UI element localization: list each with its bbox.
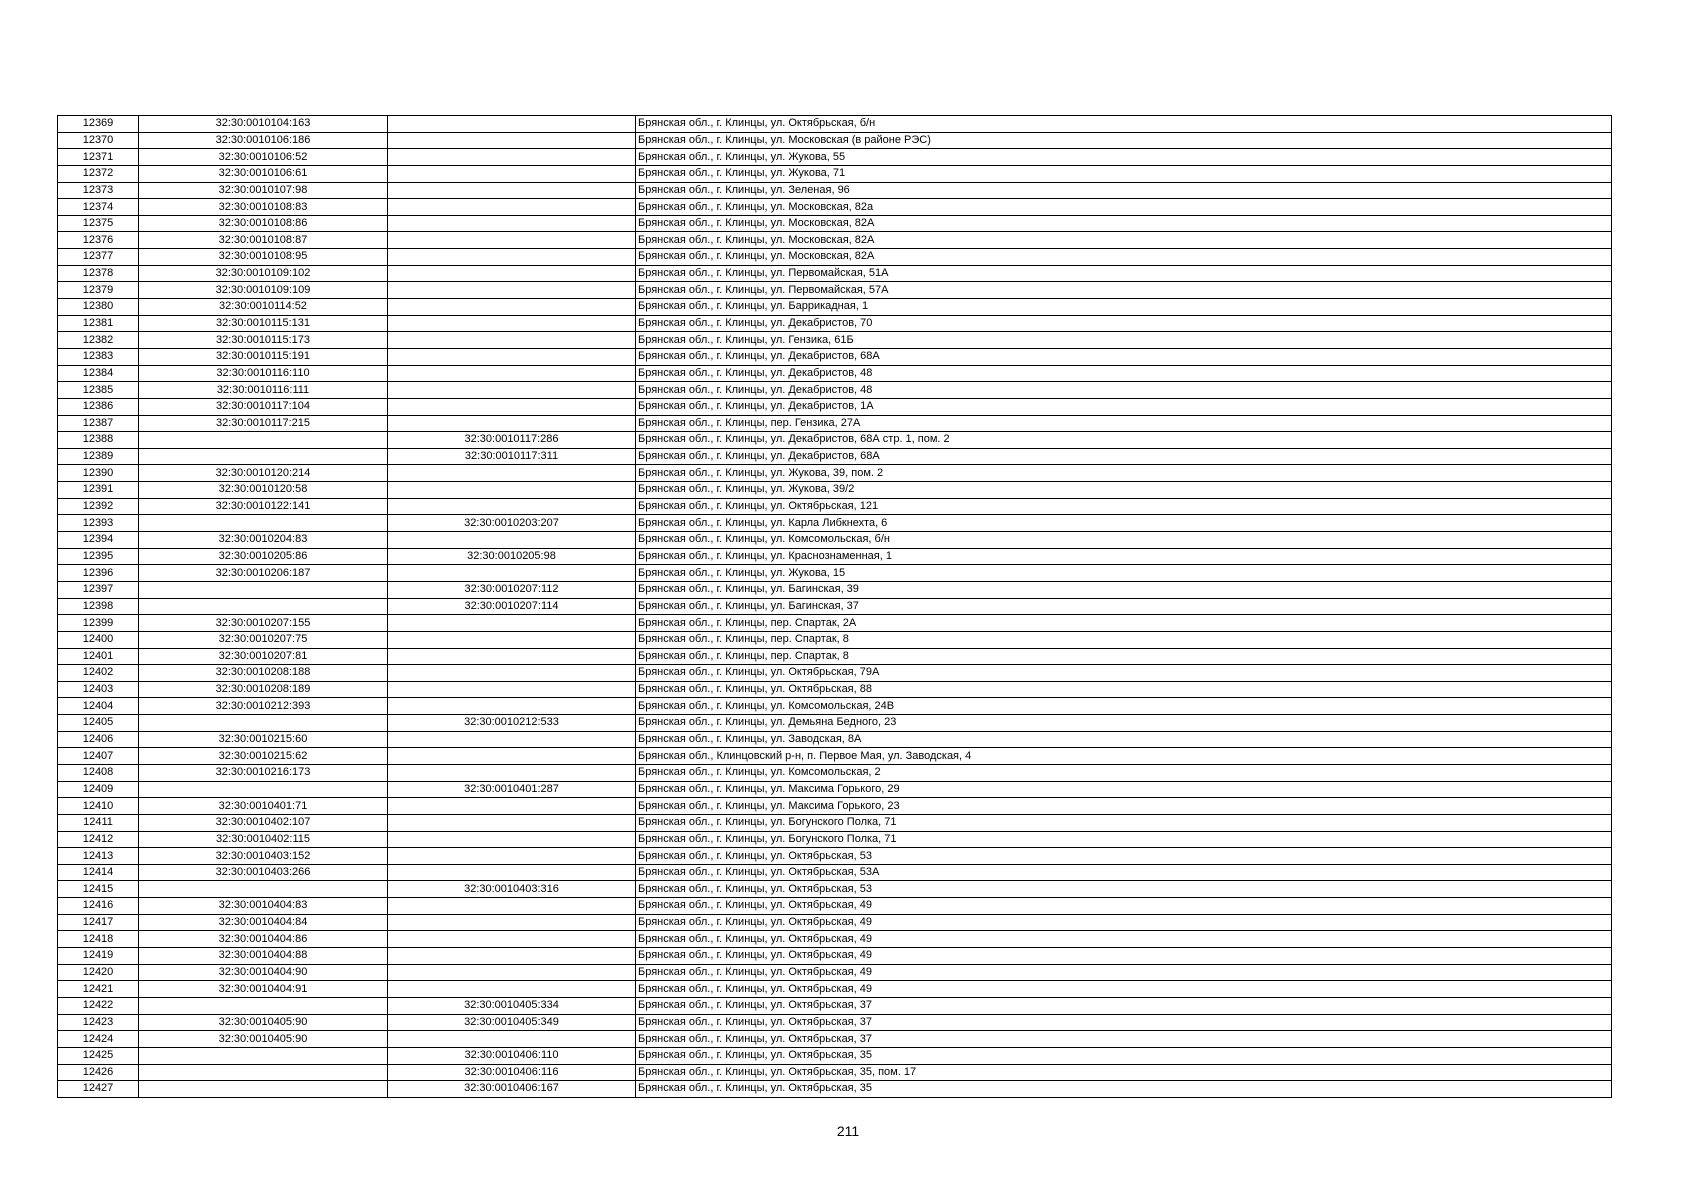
cadastral-number-cell bbox=[139, 881, 388, 898]
address-cell: Брянская обл., г. Клинцы, ул. Комсомольская, б/н bbox=[636, 532, 1612, 549]
cadastral-number-cell: 32:30:0010106:61 bbox=[139, 165, 388, 182]
cadastral-number-cell bbox=[139, 715, 388, 732]
table-row bbox=[58, 498, 1612, 515]
row-number-cell: 12388 bbox=[58, 432, 139, 449]
table-row bbox=[58, 665, 1612, 682]
row-number-cell: 12374 bbox=[58, 199, 139, 216]
cadastral-number-cell: 32:30:0010116:111 bbox=[139, 382, 388, 399]
registry-table-body bbox=[58, 116, 1612, 1098]
cadastral-number-cell: 32:30:0010120:214 bbox=[139, 465, 388, 482]
cadastral-number-cell: 32:30:0010208:188 bbox=[139, 665, 388, 682]
secondary-cadastral-number-cell bbox=[388, 698, 636, 715]
address-cell: Брянская обл., г. Клинцы, пер. Спартак, 2А bbox=[636, 615, 1612, 632]
cadastral-number-cell bbox=[139, 581, 388, 598]
secondary-cadastral-number-cell bbox=[388, 116, 636, 133]
cadastral-number-cell bbox=[139, 1081, 388, 1098]
secondary-cadastral-number-cell bbox=[388, 748, 636, 765]
address-cell: Брянская обл., г. Клинцы, ул. Максима Горького, 29 bbox=[636, 781, 1612, 798]
cadastral-number-cell: 32:30:0010114:52 bbox=[139, 299, 388, 316]
row-number-cell: 12415 bbox=[58, 881, 139, 898]
row-number-cell: 12375 bbox=[58, 215, 139, 232]
cadastral-number-cell: 32:30:0010212:393 bbox=[139, 698, 388, 715]
secondary-cadastral-number-cell bbox=[388, 365, 636, 382]
secondary-cadastral-number-cell bbox=[388, 482, 636, 499]
row-number-cell: 12379 bbox=[58, 282, 139, 299]
secondary-cadastral-number-cell: 32:30:0010405:349 bbox=[388, 1014, 636, 1031]
table-row bbox=[58, 265, 1612, 282]
table-row bbox=[58, 249, 1612, 266]
table-row bbox=[58, 315, 1612, 332]
secondary-cadastral-number-cell bbox=[388, 299, 636, 316]
cadastral-number-cell: 32:30:0010115:131 bbox=[139, 315, 388, 332]
address-cell: Брянская обл., г. Клинцы, ул. Декабристов, 48 bbox=[636, 382, 1612, 399]
address-cell: Брянская обл., г. Клинцы, ул. Гензика, 61Б bbox=[636, 332, 1612, 349]
row-number-cell: 12384 bbox=[58, 365, 139, 382]
row-number-cell: 12385 bbox=[58, 382, 139, 399]
table-row bbox=[58, 232, 1612, 249]
cadastral-number-cell: 32:30:0010117:104 bbox=[139, 398, 388, 415]
address-cell: Брянская обл., г. Клинцы, ул. Октябрьская, 121 bbox=[636, 498, 1612, 515]
row-number-cell: 12416 bbox=[58, 898, 139, 915]
table-row bbox=[58, 997, 1612, 1014]
address-cell: Брянская обл., г. Клинцы, ул. Октябрьская, 53 bbox=[636, 848, 1612, 865]
secondary-cadastral-number-cell bbox=[388, 265, 636, 282]
secondary-cadastral-number-cell bbox=[388, 332, 636, 349]
row-number-cell: 12383 bbox=[58, 348, 139, 365]
secondary-cadastral-number-cell: 32:30:0010205:98 bbox=[388, 548, 636, 565]
secondary-cadastral-number-cell bbox=[388, 964, 636, 981]
secondary-cadastral-number-cell bbox=[388, 914, 636, 931]
table-row bbox=[58, 348, 1612, 365]
row-number-cell: 12391 bbox=[58, 482, 139, 499]
cadastral-number-cell: 32:30:0010207:155 bbox=[139, 615, 388, 632]
row-number-cell: 12421 bbox=[58, 981, 139, 998]
address-cell: Брянская обл., г. Клинцы, ул. Октябрьская, 49 bbox=[636, 964, 1612, 981]
secondary-cadastral-number-cell bbox=[388, 798, 636, 815]
table-row bbox=[58, 814, 1612, 831]
row-number-cell: 12371 bbox=[58, 149, 139, 166]
row-number-cell: 12427 bbox=[58, 1081, 139, 1098]
address-cell: Брянская обл., г. Клинцы, ул. Октябрьская, 88 bbox=[636, 681, 1612, 698]
address-cell: Брянская обл., г. Клинцы, ул. Первомайская, 57А bbox=[636, 282, 1612, 299]
table-row bbox=[58, 432, 1612, 449]
cadastral-number-cell: 32:30:0010108:87 bbox=[139, 232, 388, 249]
address-cell: Брянская обл., г. Клинцы, ул. Зеленая, 96 bbox=[636, 182, 1612, 199]
row-number-cell: 12408 bbox=[58, 764, 139, 781]
row-number-cell: 12394 bbox=[58, 532, 139, 549]
row-number-cell: 12404 bbox=[58, 698, 139, 715]
table-row bbox=[58, 548, 1612, 565]
cadastral-number-cell: 32:30:0010108:86 bbox=[139, 215, 388, 232]
secondary-cadastral-number-cell bbox=[388, 498, 636, 515]
address-cell: Брянская обл., г. Клинцы, ул. Декабристов, 68А bbox=[636, 448, 1612, 465]
cadastral-number-cell: 32:30:0010120:58 bbox=[139, 482, 388, 499]
registry-table bbox=[57, 115, 1612, 1098]
row-number-cell: 12419 bbox=[58, 948, 139, 965]
table-row bbox=[58, 1031, 1612, 1048]
secondary-cadastral-number-cell: 32:30:0010207:114 bbox=[388, 598, 636, 615]
address-cell: Брянская обл., г. Клинцы, ул. Баррикадная, 1 bbox=[636, 299, 1612, 316]
address-cell: Брянская обл., г. Клинцы, ул. Октябрьская, б/н bbox=[636, 116, 1612, 133]
secondary-cadastral-number-cell bbox=[388, 931, 636, 948]
secondary-cadastral-number-cell bbox=[388, 948, 636, 965]
table-row bbox=[58, 914, 1612, 931]
address-cell: Брянская обл., г. Клинцы, ул. Максима Горького, 23 bbox=[636, 798, 1612, 815]
secondary-cadastral-number-cell bbox=[388, 864, 636, 881]
secondary-cadastral-number-cell bbox=[388, 831, 636, 848]
secondary-cadastral-number-cell bbox=[388, 132, 636, 149]
cadastral-number-cell: 32:30:0010108:83 bbox=[139, 199, 388, 216]
address-cell: Брянская обл., г. Клинцы, ул. Октябрьская, 37 bbox=[636, 1031, 1612, 1048]
secondary-cadastral-number-cell bbox=[388, 249, 636, 266]
row-number-cell: 12401 bbox=[58, 648, 139, 665]
cadastral-number-cell: 32:30:0010207:75 bbox=[139, 631, 388, 648]
row-number-cell: 12395 bbox=[58, 548, 139, 565]
row-number-cell: 12389 bbox=[58, 448, 139, 465]
secondary-cadastral-number-cell bbox=[388, 764, 636, 781]
cadastral-number-cell: 32:30:0010117:215 bbox=[139, 415, 388, 432]
address-cell: Брянская обл., г. Клинцы, ул. Демьяна Бедного, 23 bbox=[636, 715, 1612, 732]
row-number-cell: 12417 bbox=[58, 914, 139, 931]
secondary-cadastral-number-cell bbox=[388, 348, 636, 365]
cadastral-number-cell: 32:30:0010106:52 bbox=[139, 149, 388, 166]
row-number-cell: 12390 bbox=[58, 465, 139, 482]
address-cell: Брянская обл., г. Клинцы, ул. Московская (в районе РЭС) bbox=[636, 132, 1612, 149]
address-cell: Брянская обл., г. Клинцы, ул. Первомайская, 51А bbox=[636, 265, 1612, 282]
row-number-cell: 12413 bbox=[58, 848, 139, 865]
address-cell: Брянская обл., г. Клинцы, ул. Комсомольская, 2 bbox=[636, 764, 1612, 781]
address-cell: Брянская обл., г. Клинцы, ул. Багинская, 39 bbox=[636, 581, 1612, 598]
secondary-cadastral-number-cell bbox=[388, 398, 636, 415]
table-row bbox=[58, 415, 1612, 432]
table-row bbox=[58, 465, 1612, 482]
table-row bbox=[58, 931, 1612, 948]
secondary-cadastral-number-cell bbox=[388, 182, 636, 199]
table-row bbox=[58, 1081, 1612, 1098]
row-number-cell: 12420 bbox=[58, 964, 139, 981]
address-cell: Брянская обл., г. Клинцы, ул. Жукова, 15 bbox=[636, 565, 1612, 582]
row-number-cell: 12412 bbox=[58, 831, 139, 848]
row-number-cell: 12425 bbox=[58, 1047, 139, 1064]
table-row bbox=[58, 1047, 1612, 1064]
secondary-cadastral-number-cell bbox=[388, 565, 636, 582]
secondary-cadastral-number-cell: 32:30:0010401:287 bbox=[388, 781, 636, 798]
address-cell: Брянская обл., г. Клинцы, ул. Краснознаменная, 1 bbox=[636, 548, 1612, 565]
table-row bbox=[58, 1064, 1612, 1081]
table-row bbox=[58, 715, 1612, 732]
secondary-cadastral-number-cell bbox=[388, 981, 636, 998]
secondary-cadastral-number-cell: 32:30:0010117:311 bbox=[388, 448, 636, 465]
secondary-cadastral-number-cell bbox=[388, 631, 636, 648]
cadastral-number-cell: 32:30:0010404:84 bbox=[139, 914, 388, 931]
cadastral-number-cell: 32:30:0010208:189 bbox=[139, 681, 388, 698]
table-row bbox=[58, 282, 1612, 299]
address-cell: Брянская обл., Клинцовский р-н, п. Первое Мая, ул. Заводская, 4 bbox=[636, 748, 1612, 765]
address-cell: Брянская обл., г. Клинцы, ул. Богунского Полка, 71 bbox=[636, 814, 1612, 831]
row-number-cell: 12423 bbox=[58, 1014, 139, 1031]
cadastral-number-cell bbox=[139, 1047, 388, 1064]
row-number-cell: 12373 bbox=[58, 182, 139, 199]
secondary-cadastral-number-cell bbox=[388, 898, 636, 915]
secondary-cadastral-number-cell bbox=[388, 1031, 636, 1048]
table-row bbox=[58, 681, 1612, 698]
table-row bbox=[58, 398, 1612, 415]
address-cell: Брянская обл., г. Клинцы, ул. Московская, 82А bbox=[636, 232, 1612, 249]
secondary-cadastral-number-cell bbox=[388, 848, 636, 865]
cadastral-number-cell: 32:30:0010402:107 bbox=[139, 814, 388, 831]
table-row bbox=[58, 581, 1612, 598]
secondary-cadastral-number-cell bbox=[388, 415, 636, 432]
address-cell: Брянская обл., г. Клинцы, пер. Спартак, 8 bbox=[636, 631, 1612, 648]
address-cell: Брянская обл., г. Клинцы, ул. Декабристов, 70 bbox=[636, 315, 1612, 332]
table-row bbox=[58, 482, 1612, 499]
row-number-cell: 12370 bbox=[58, 132, 139, 149]
cadastral-number-cell: 32:30:0010404:83 bbox=[139, 898, 388, 915]
row-number-cell: 12382 bbox=[58, 332, 139, 349]
table-row bbox=[58, 382, 1612, 399]
table-row bbox=[58, 981, 1612, 998]
secondary-cadastral-number-cell bbox=[388, 232, 636, 249]
table-row bbox=[58, 299, 1612, 316]
secondary-cadastral-number-cell bbox=[388, 199, 636, 216]
table-row bbox=[58, 698, 1612, 715]
address-cell: Брянская обл., г. Клинцы, пер. Гензика, 27А bbox=[636, 415, 1612, 432]
row-number-cell: 12369 bbox=[58, 116, 139, 133]
table-row bbox=[58, 448, 1612, 465]
row-number-cell: 12403 bbox=[58, 681, 139, 698]
cadastral-number-cell: 32:30:0010108:95 bbox=[139, 249, 388, 266]
address-cell: Брянская обл., г. Клинцы, ул. Октябрьская, 35 bbox=[636, 1081, 1612, 1098]
cadastral-number-cell: 32:30:0010115:173 bbox=[139, 332, 388, 349]
row-number-cell: 12378 bbox=[58, 265, 139, 282]
secondary-cadastral-number-cell bbox=[388, 315, 636, 332]
cadastral-number-cell: 32:30:0010405:90 bbox=[139, 1014, 388, 1031]
cadastral-number-cell: 32:30:0010206:187 bbox=[139, 565, 388, 582]
cadastral-number-cell: 32:30:0010401:71 bbox=[139, 798, 388, 815]
address-cell: Брянская обл., г. Клинцы, ул. Октябрьская, 49 bbox=[636, 981, 1612, 998]
table-row bbox=[58, 116, 1612, 133]
row-number-cell: 12399 bbox=[58, 615, 139, 632]
cadastral-number-cell bbox=[139, 448, 388, 465]
cadastral-number-cell: 32:30:0010109:109 bbox=[139, 282, 388, 299]
address-cell: Брянская обл., г. Клинцы, ул. Декабристов, 68А bbox=[636, 348, 1612, 365]
row-number-cell: 12400 bbox=[58, 631, 139, 648]
table-row bbox=[58, 532, 1612, 549]
row-number-cell: 12377 bbox=[58, 249, 139, 266]
row-number-cell: 12410 bbox=[58, 798, 139, 815]
table-row bbox=[58, 1014, 1612, 1031]
address-cell: Брянская обл., г. Клинцы, ул. Октябрьская, 49 bbox=[636, 948, 1612, 965]
cadastral-number-cell bbox=[139, 781, 388, 798]
cadastral-number-cell: 32:30:0010107:98 bbox=[139, 182, 388, 199]
secondary-cadastral-number-cell bbox=[388, 165, 636, 182]
cadastral-number-cell: 32:30:0010404:90 bbox=[139, 964, 388, 981]
table-row bbox=[58, 748, 1612, 765]
secondary-cadastral-number-cell: 32:30:0010405:334 bbox=[388, 997, 636, 1014]
row-number-cell: 12407 bbox=[58, 748, 139, 765]
cadastral-number-cell: 32:30:0010402:115 bbox=[139, 831, 388, 848]
row-number-cell: 12424 bbox=[58, 1031, 139, 1048]
cadastral-number-cell bbox=[139, 432, 388, 449]
row-number-cell: 12396 bbox=[58, 565, 139, 582]
address-cell: Брянская обл., г. Клинцы, ул. Декабристов, 48 bbox=[636, 365, 1612, 382]
row-number-cell: 12426 bbox=[58, 1064, 139, 1081]
address-cell: Брянская обл., г. Клинцы, ул. Жукова, 39/2 bbox=[636, 482, 1612, 499]
secondary-cadastral-number-cell bbox=[388, 731, 636, 748]
cadastral-number-cell bbox=[139, 1064, 388, 1081]
table-row bbox=[58, 848, 1612, 865]
secondary-cadastral-number-cell bbox=[388, 681, 636, 698]
address-cell: Брянская обл., г. Клинцы, ул. Московская, 82а bbox=[636, 199, 1612, 216]
secondary-cadastral-number-cell bbox=[388, 532, 636, 549]
cadastral-number-cell: 32:30:0010404:91 bbox=[139, 981, 388, 998]
table-row bbox=[58, 898, 1612, 915]
table-row bbox=[58, 515, 1612, 532]
address-cell: Брянская обл., г. Клинцы, ул. Октябрьская, 79А bbox=[636, 665, 1612, 682]
table-row bbox=[58, 964, 1612, 981]
address-cell: Брянская обл., г. Клинцы, ул. Багинская, 37 bbox=[636, 598, 1612, 615]
table-row bbox=[58, 165, 1612, 182]
secondary-cadastral-number-cell: 32:30:0010203:207 bbox=[388, 515, 636, 532]
table-row bbox=[58, 781, 1612, 798]
secondary-cadastral-number-cell bbox=[388, 615, 636, 632]
secondary-cadastral-number-cell bbox=[388, 465, 636, 482]
cadastral-number-cell: 32:30:0010115:191 bbox=[139, 348, 388, 365]
address-cell: Брянская обл., г. Клинцы, ул. Жукова, 71 bbox=[636, 165, 1612, 182]
cadastral-number-cell bbox=[139, 598, 388, 615]
cadastral-number-cell bbox=[139, 515, 388, 532]
secondary-cadastral-number-cell: 32:30:0010406:116 bbox=[388, 1064, 636, 1081]
table-row bbox=[58, 132, 1612, 149]
table-row bbox=[58, 948, 1612, 965]
cadastral-number-cell: 32:30:0010405:90 bbox=[139, 1031, 388, 1048]
table-row bbox=[58, 831, 1612, 848]
cadastral-number-cell: 32:30:0010215:62 bbox=[139, 748, 388, 765]
secondary-cadastral-number-cell: 32:30:0010212:533 bbox=[388, 715, 636, 732]
row-number-cell: 12405 bbox=[58, 715, 139, 732]
secondary-cadastral-number-cell bbox=[388, 814, 636, 831]
cadastral-number-cell: 32:30:0010216:173 bbox=[139, 764, 388, 781]
table-row bbox=[58, 731, 1612, 748]
address-cell: Брянская обл., г. Клинцы, пер. Спартак, 8 bbox=[636, 648, 1612, 665]
secondary-cadastral-number-cell: 32:30:0010403:316 bbox=[388, 881, 636, 898]
address-cell: Брянская обл., г. Клинцы, ул. Октябрьская, 49 bbox=[636, 898, 1612, 915]
secondary-cadastral-number-cell: 32:30:0010406:110 bbox=[388, 1047, 636, 1064]
cadastral-number-cell bbox=[139, 997, 388, 1014]
address-cell: Брянская обл., г. Клинцы, ул. Заводская, 8А bbox=[636, 731, 1612, 748]
cadastral-number-cell: 32:30:0010204:83 bbox=[139, 532, 388, 549]
row-number-cell: 12376 bbox=[58, 232, 139, 249]
secondary-cadastral-number-cell bbox=[388, 282, 636, 299]
secondary-cadastral-number-cell: 32:30:0010406:167 bbox=[388, 1081, 636, 1098]
page-number: 211 bbox=[836, 1123, 860, 1139]
row-number-cell: 12398 bbox=[58, 598, 139, 615]
cadastral-number-cell: 32:30:0010109:102 bbox=[139, 265, 388, 282]
table-row bbox=[58, 648, 1612, 665]
table-row bbox=[58, 798, 1612, 815]
secondary-cadastral-number-cell bbox=[388, 648, 636, 665]
address-cell: Брянская обл., г. Клинцы, ул. Декабристов, 1А bbox=[636, 398, 1612, 415]
cadastral-number-cell: 32:30:0010207:81 bbox=[139, 648, 388, 665]
table-row bbox=[58, 598, 1612, 615]
table-row bbox=[58, 764, 1612, 781]
row-number-cell: 12402 bbox=[58, 665, 139, 682]
table-row bbox=[58, 864, 1612, 881]
cadastral-number-cell: 32:30:0010404:88 bbox=[139, 948, 388, 965]
table-row bbox=[58, 332, 1612, 349]
cadastral-number-cell: 32:30:0010116:110 bbox=[139, 365, 388, 382]
row-number-cell: 12387 bbox=[58, 415, 139, 432]
table-row bbox=[58, 881, 1612, 898]
cadastral-number-cell: 32:30:0010404:86 bbox=[139, 931, 388, 948]
cadastral-number-cell: 32:30:0010106:186 bbox=[139, 132, 388, 149]
address-cell: Брянская обл., г. Клинцы, ул. Октябрьская, 49 bbox=[636, 931, 1612, 948]
address-cell: Брянская обл., г. Клинцы, ул. Московская, 82А bbox=[636, 249, 1612, 266]
secondary-cadastral-number-cell bbox=[388, 382, 636, 399]
table-row bbox=[58, 149, 1612, 166]
address-cell: Брянская обл., г. Клинцы, ул. Октябрьская, 53А bbox=[636, 864, 1612, 881]
cadastral-number-cell: 32:30:0010403:266 bbox=[139, 864, 388, 881]
address-cell: Брянская обл., г. Клинцы, ул. Комсомольская, 24В bbox=[636, 698, 1612, 715]
address-cell: Брянская обл., г. Клинцы, ул. Октябрьская, 49 bbox=[636, 914, 1612, 931]
address-cell: Брянская обл., г. Клинцы, ул. Жукова, 39, пом. 2 bbox=[636, 465, 1612, 482]
row-number-cell: 12397 bbox=[58, 581, 139, 598]
row-number-cell: 12409 bbox=[58, 781, 139, 798]
row-number-cell: 12372 bbox=[58, 165, 139, 182]
secondary-cadastral-number-cell: 32:30:0010117:286 bbox=[388, 432, 636, 449]
row-number-cell: 12386 bbox=[58, 398, 139, 415]
secondary-cadastral-number-cell bbox=[388, 665, 636, 682]
secondary-cadastral-number-cell: 32:30:0010207:112 bbox=[388, 581, 636, 598]
address-cell: Брянская обл., г. Клинцы, ул. Жукова, 55 bbox=[636, 149, 1612, 166]
row-number-cell: 12414 bbox=[58, 864, 139, 881]
address-cell: Брянская обл., г. Клинцы, ул. Декабристов, 68А стр. 1, пом. 2 bbox=[636, 432, 1612, 449]
cadastral-number-cell: 32:30:0010104:163 bbox=[139, 116, 388, 133]
cadastral-number-cell: 32:30:0010403:152 bbox=[139, 848, 388, 865]
table-row bbox=[58, 199, 1612, 216]
table-row bbox=[58, 615, 1612, 632]
address-cell: Брянская обл., г. Клинцы, ул. Октябрьская, 35 bbox=[636, 1047, 1612, 1064]
row-number-cell: 12380 bbox=[58, 299, 139, 316]
address-cell: Брянская обл., г. Клинцы, ул. Октябрьская, 37 bbox=[636, 997, 1612, 1014]
address-cell: Брянская обл., г. Клинцы, ул. Октябрьская, 37 bbox=[636, 1014, 1612, 1031]
row-number-cell: 12418 bbox=[58, 931, 139, 948]
address-cell: Брянская обл., г. Клинцы, ул. Богунского Полка, 71 bbox=[636, 831, 1612, 848]
row-number-cell: 12422 bbox=[58, 997, 139, 1014]
row-number-cell: 12381 bbox=[58, 315, 139, 332]
secondary-cadastral-number-cell bbox=[388, 215, 636, 232]
row-number-cell: 12393 bbox=[58, 515, 139, 532]
table-row bbox=[58, 215, 1612, 232]
table-row bbox=[58, 565, 1612, 582]
row-number-cell: 12411 bbox=[58, 814, 139, 831]
secondary-cadastral-number-cell bbox=[388, 149, 636, 166]
table-row bbox=[58, 631, 1612, 648]
row-number-cell: 12406 bbox=[58, 731, 139, 748]
table-row bbox=[58, 365, 1612, 382]
cadastral-number-cell: 32:30:0010215:60 bbox=[139, 731, 388, 748]
address-cell: Брянская обл., г. Клинцы, ул. Октябрьская, 35, пом. 17 bbox=[636, 1064, 1612, 1081]
cadastral-number-cell: 32:30:0010122:141 bbox=[139, 498, 388, 515]
address-cell: Брянская обл., г. Клинцы, ул. Октябрьская, 53 bbox=[636, 881, 1612, 898]
table-row bbox=[58, 182, 1612, 199]
address-cell: Брянская обл., г. Клинцы, ул. Московская, 82А bbox=[636, 215, 1612, 232]
cadastral-number-cell: 32:30:0010205:86 bbox=[139, 548, 388, 565]
address-cell: Брянская обл., г. Клинцы, ул. Карла Либкнехта, 6 bbox=[636, 515, 1612, 532]
row-number-cell: 12392 bbox=[58, 498, 139, 515]
